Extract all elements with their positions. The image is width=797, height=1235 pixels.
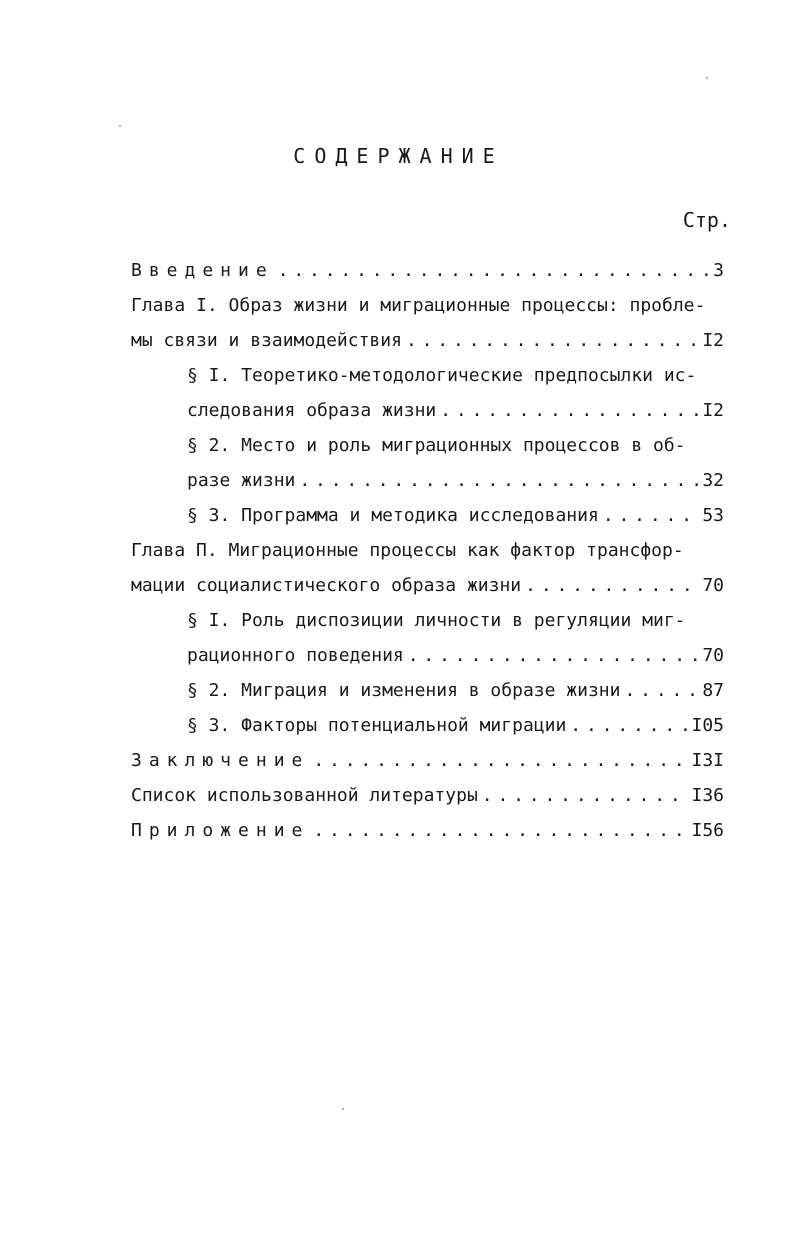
dot-leader <box>482 783 688 809</box>
toc-entry-page: I05 <box>691 715 724 736</box>
page-number-column-label: Стр. <box>682 208 731 232</box>
toc-entry-page: 70 <box>702 575 724 596</box>
toc-entry-text: § I. Роль диспозиции личности в регуляции миг- <box>187 610 686 631</box>
dot-leader <box>525 573 698 599</box>
toc-entry-section-1-1-cont <box>131 398 724 433</box>
dot-leader <box>313 748 687 774</box>
page-title: СОДЕРЖАНИЕ <box>293 144 504 168</box>
toc-entry-text: рационного поведения <box>187 645 404 666</box>
toc-entry-text: § 3. Факторы потенциальной миграции <box>187 715 567 736</box>
scan-speck <box>119 125 121 127</box>
toc-entry-section-1-3 <box>131 503 724 538</box>
dot-leader <box>570 713 687 739</box>
dot-leader <box>603 503 699 529</box>
dot-leader <box>406 328 698 354</box>
toc-entry-chapter-1-cont <box>131 328 724 363</box>
toc-entry-page: 87 <box>702 680 724 701</box>
toc-entry-section-2-1-cont <box>131 643 724 678</box>
toc-entry-section-1-2 <box>131 433 724 468</box>
toc-entry-text: Глава I. Образ жизни и миграционные процессы: пробле- <box>131 295 706 316</box>
toc-entry-text: мы связи и взаимодействия <box>131 330 402 351</box>
toc-entry-page: I3I <box>691 750 724 771</box>
toc-entry-section-2-3 <box>131 713 724 748</box>
dot-leader <box>278 258 709 284</box>
toc-entry-page: 53 <box>702 505 724 526</box>
toc-entry-text: § 2. Миграция и изменения в образе жизни <box>187 680 621 701</box>
toc-entry-text: Список использованной литературы <box>131 785 478 806</box>
toc-entry-section-2-1 <box>131 608 724 643</box>
toc-entry-section-1-1 <box>131 363 724 398</box>
toc-entry-page: 32 <box>702 470 724 491</box>
table-of-contents <box>131 258 724 853</box>
toc-entry-page: 70 <box>702 645 724 666</box>
toc-entry-section-2-2 <box>131 678 724 713</box>
toc-entry-page: I2 <box>702 400 724 421</box>
toc-entry-text: Введение <box>131 260 274 281</box>
dot-leader <box>313 818 687 844</box>
toc-entry-chapter-2-cont <box>131 573 724 608</box>
toc-entry-section-1-2-cont <box>131 468 724 503</box>
toc-entry-chapter-1 <box>131 293 724 328</box>
scan-speck <box>706 77 708 79</box>
toc-entry-text: мации социалистического образа жизни <box>131 575 522 596</box>
dot-leader <box>440 398 698 424</box>
scan-speck <box>342 1108 344 1110</box>
toc-entry-text: § 2. Место и роль миграционных процессов в об- <box>187 435 686 456</box>
dot-leader <box>408 643 699 669</box>
toc-entry-page: I2 <box>702 330 724 351</box>
toc-entry-text: § 3. Программа и методика исследования <box>187 505 599 526</box>
toc-entry-text: разе жизни <box>187 470 296 491</box>
dot-leader <box>624 678 698 704</box>
toc-entry-conclusion <box>131 748 724 783</box>
toc-entry-text: следования образа жизни <box>187 400 437 421</box>
toc-entry-appendix <box>131 818 724 853</box>
toc-entry-text: Глава П. Миграционные процессы как фактор трансфор- <box>131 540 684 561</box>
toc-entry-page: 3 <box>713 260 724 281</box>
toc-entry-text: Приложение <box>131 820 310 841</box>
toc-entry-bibliography <box>131 783 724 818</box>
dot-leader <box>299 468 698 494</box>
toc-entry-introduction <box>131 258 724 293</box>
toc-entry-text: Заключение <box>131 750 310 771</box>
toc-entry-page: I56 <box>691 820 724 841</box>
toc-entry-page: I36 <box>691 785 724 806</box>
toc-entry-text: § I. Теоретико-методологические предпосылки ис- <box>187 365 697 386</box>
toc-entry-chapter-2 <box>131 538 724 573</box>
